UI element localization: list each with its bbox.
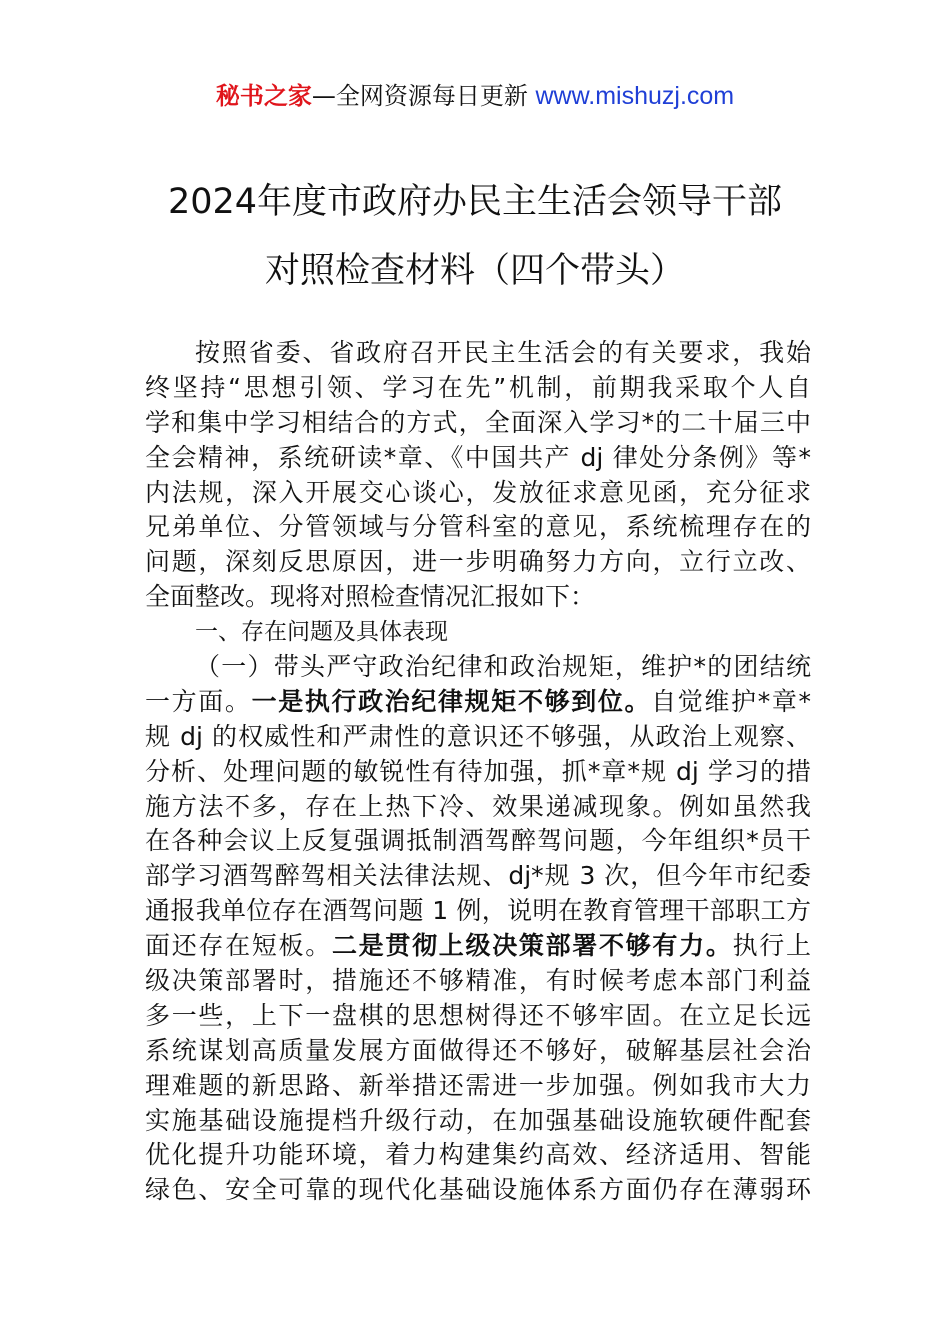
document-body: [145, 336, 811, 1208]
paragraph-2-line: 实施基础设施提档升级行动，在加强基础设施软硬件配套: [145, 1105, 811, 1135]
paragraph-2-line: 在各种会议上反复强调抵制酒驾醉驾问题，今年组织*员干: [145, 826, 811, 856]
text-run: 执行上: [732, 931, 811, 961]
paragraph-1-line: 终坚持“思想引领、学习在先”机制，前期我采取个人自: [145, 372, 811, 402]
paragraph-2-line: 规 dj 的权威性和严肃性的意识还不够强，从政治上观察、: [145, 721, 811, 751]
paragraph-2-line: 系统谋划高质量发展方面做得还不够好，破解基层社会治: [145, 1035, 811, 1065]
paragraph-2-line: 部学习酒驾醉驾相关法律法规、dj*规 3 次，但今年市纪委: [145, 861, 811, 891]
paragraph-2-line: 优化提升功能环境，着力构建集约高效、经济适用、智能: [145, 1140, 811, 1170]
text-run: 面还存在短板。: [145, 931, 332, 961]
paragraph-1-line: 兄弟单位、分管领域与分管科室的意见，系统梳理存在的: [145, 512, 811, 542]
paragraph-2-line: 绿色、安全可靠的现代化基础设施体系方面仍存在薄弱环: [145, 1175, 811, 1205]
paragraph-2-line: 分析、处理问题的敏锐性有待加强，抓*章*规 dj 学习的措: [145, 756, 811, 786]
document-title-line-2: 对照检查材料（四个带头）: [264, 251, 685, 291]
paragraph-1-line: 学和集中学习相结合的方式，全面深入学习*的二十届三中: [145, 407, 811, 437]
paragraph-2-line: 通报我单位存在酒驾问题 1 例，说明在教育管理干部职工方: [145, 896, 811, 926]
site-brand: 秘书之家: [215, 82, 312, 110]
site-header: [0, 80, 950, 112]
site-url-link[interactable]: www.mishuzj.com: [535, 82, 735, 110]
section-heading: 一、存在问题及具体表现: [195, 619, 448, 646]
paragraph-2-line: 级决策部署时，措施还不够精准，有时候考虑本部门利益: [145, 966, 811, 996]
paragraph-2-line: 多一些，上下一盘棋的思想树得还不够牢固。在立足长远: [145, 1000, 811, 1030]
paragraph-2-line-mixed: [145, 929, 811, 964]
bold-point-1: 一是执行政治纪律规矩不够到位。: [251, 686, 652, 716]
paragraph-2-line: 理难题的新思路、新举措还需进一步加强。例如我市大力: [145, 1070, 811, 1100]
paragraph-1-line: 内法规，深入开展交心谈心，发放征求意见函，充分征求: [145, 477, 811, 507]
document-title-line-1: 2024年度市政府办民主生活会领导干部: [167, 182, 783, 222]
text-run: 自觉维护*章*: [651, 686, 811, 716]
site-tagline: —全网资源每日更新: [311, 82, 528, 110]
paragraph-1-line: 问题，深刻反思原因，进一步明确努力方向，立行立改、: [145, 547, 811, 577]
bold-point-2: 二是贯彻上级决策部署不够有力。: [331, 931, 733, 961]
paragraph-2-line-mixed: [145, 685, 811, 720]
paragraph-2-line: 施方法不多，存在上热下冷、效果递减现象。例如虽然我: [145, 791, 811, 821]
paragraph-1-line: 全会精神，系统研读*章、《中国共产 dj 律处分条例》等*: [145, 442, 811, 472]
text-run: 一方面。: [145, 686, 252, 716]
paragraph-1-line: 全面整改。现将对照检查情况汇报如下：: [145, 582, 596, 612]
paragraph-1-line: 按照省委、省政府召开民主生活会的有关要求，我始: [195, 338, 811, 367]
paragraph-2-line: （一）带头严守政治纪律和政治规矩，维护*的团结统: [195, 652, 811, 682]
